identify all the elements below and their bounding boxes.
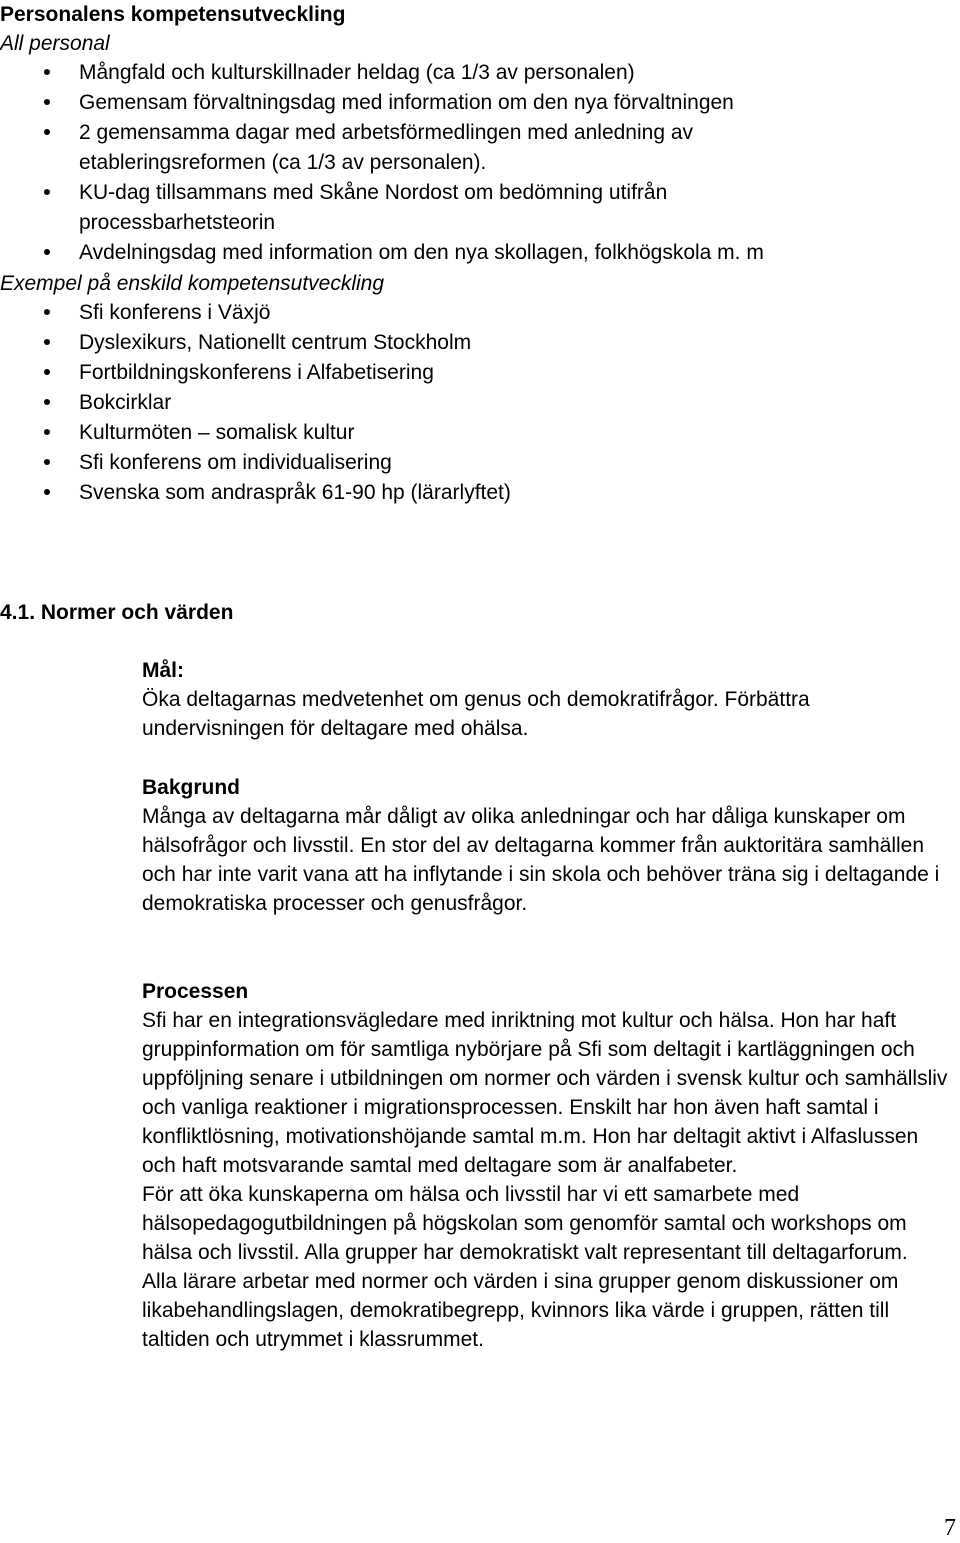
- bullet-icon: [44, 99, 50, 105]
- goal-heading: Mål:: [142, 659, 184, 682]
- norms-heading: 4.1. Normer och värden: [0, 601, 234, 624]
- process-section: [142, 977, 957, 1354]
- list-item: 2 gemensamma dagar med arbetsförmedlingen med anledning av etableringsreformen (ca 1/3 av personalen).: [0, 118, 799, 178]
- bullet-icon: [44, 249, 50, 255]
- list-item: Svenska som andraspråk 61-90 hp (lärarlyftet): [0, 478, 960, 508]
- process-heading: Processen: [142, 980, 249, 1003]
- bullet-icon: [44, 339, 50, 345]
- staff-development-section: [0, 0, 960, 508]
- list-item: Avdelningsdag med information om den nya skollagen, folkhögskola m. m: [0, 238, 960, 268]
- all-staff-heading: All personal: [0, 32, 110, 55]
- process-paragraph: Sfi har en integrationsvägledare med inriktning mot kultur och hälsa. Hon har haft gruppinformation om för samtliga nybörjare på Sfi som deltagit i kartläggningen och uppföljning senare i utbildningen om normer och värden i svensk kultur och samhällsliv och vanliga reaktioner i migrationsprocessen. Enskilt har hon även haft samtal i konfliktlösning, motivationshöjande samtal m.m. Hon har deltagit aktivt i Alfaslussen och haft motsvarande samtal med deltagare som är analfabeter.: [142, 1009, 948, 1177]
- list-item: Mångfald och kulturskillnader heldag (ca 1/3 av personalen): [0, 58, 960, 88]
- individual-list: [0, 298, 960, 508]
- list-item: Sfi konferens i Växjö: [0, 298, 960, 328]
- bullet-icon: [44, 489, 50, 495]
- list-item: KU-dag tillsammans med Skåne Nordost om bedömning utifrån processbarhetsteorin: [0, 178, 819, 238]
- goal-text: Öka deltagarnas medvetenhet om genus och demokratifrågor. Förbättra undervisningen för deltagare med ohälsa.: [142, 688, 810, 740]
- list-item: Bokcirklar: [0, 388, 960, 418]
- bullet-icon: [44, 429, 50, 435]
- all-staff-list: [0, 58, 960, 268]
- bullet-icon: [44, 309, 50, 315]
- bullet-icon: [44, 399, 50, 405]
- background-text: Många av deltagarna mår dåligt av olika anledningar och har dåliga kunskaper om hälsofrågor och livsstil. En stor del av deltagarna kommer från auktoritära samhällen och har inte varit vana att ha inflytande i sin skola och behöver träna sig i deltagande i demokratiska processer och genusfrågor.: [142, 805, 940, 915]
- list-item: Kulturmöten – somalisk kultur: [0, 418, 960, 448]
- section-title: Personalens kompetensutveckling: [0, 3, 346, 26]
- page-number: 7: [944, 1515, 956, 1541]
- goal-section: [142, 656, 957, 743]
- bullet-icon: [44, 129, 50, 135]
- bullet-icon: [44, 189, 50, 195]
- list-item: Sfi konferens om individualisering: [0, 448, 960, 478]
- process-paragraph: För att öka kunskaperna om hälsa och livsstil har vi ett samarbete med hälsopedagogutbildningen på högskolan som genomför samtal och workshops om hälsa och livsstil. Alla grupper har demokratiskt valt representant till deltagarforum.: [142, 1183, 908, 1264]
- list-item: Fortbildningskonferens i Alfabetisering: [0, 358, 960, 388]
- individual-heading: Exempel på enskild kompetensutveckling: [0, 272, 385, 295]
- list-item: Gemensam förvaltningsdag med information om den nya förvaltningen: [0, 88, 960, 118]
- bullet-icon: [44, 369, 50, 375]
- process-paragraph: Alla lärare arbetar med normer och värden i sina grupper genom diskussioner om likabehandlingslagen, demokratibegrepp, kvinnors lika värde i gruppen, rätten till taltiden och utrymmet i klassrummet.: [142, 1270, 899, 1351]
- background-section: [142, 773, 957, 918]
- list-item: Dyslexikurs, Nationellt centrum Stockholm: [0, 328, 960, 358]
- background-heading: Bakgrund: [142, 776, 241, 799]
- bullet-icon: [44, 69, 50, 75]
- bullet-icon: [44, 459, 50, 465]
